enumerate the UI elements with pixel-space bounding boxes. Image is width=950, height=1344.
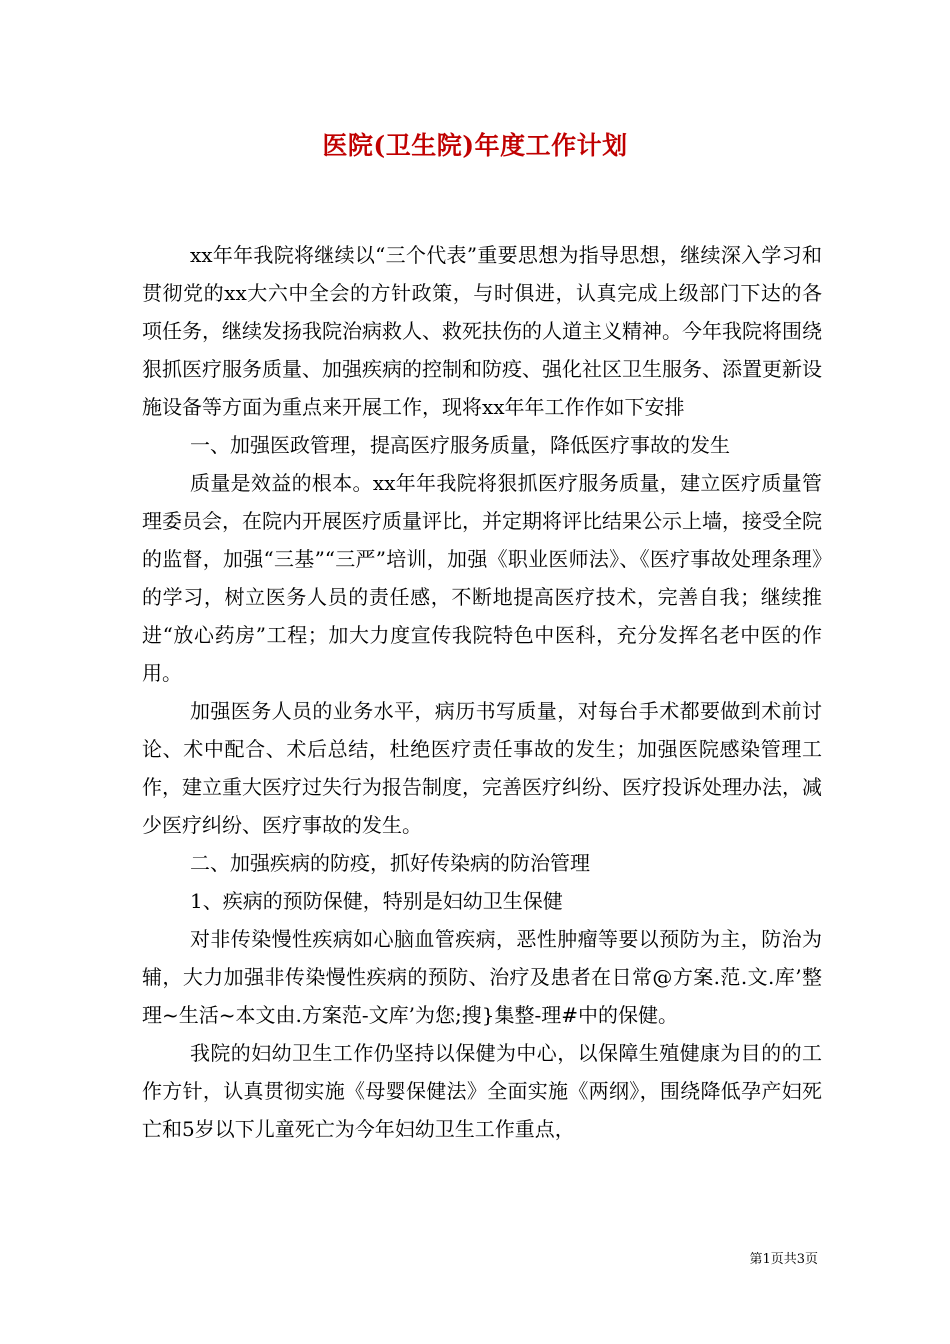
paragraph-staff: 加强医务人员的业务水平，病历书写质量，对每台手术都要做到术前讨论、术中配合、术后总结，杜绝医疗责任事故的发生；加强医院感染管理工作，建立重大医疗过失行为报告制度，完善医疗纠纷、医疗投诉处理办法，减少医疗纠纷、医疗事故的发生。 [142,699,822,837]
paragraph-quality: 质量是效益的根本。xx年年我院将狠抓医疗服务质量，建立医疗质量管理委员会，在院内开展医疗质量评比，并定期将评比结果公示上墙，接受全院的监督，加强“三基”“三严”培训，加强《职业医师法》、《医疗事故处理条理》的学习，树立医务人员的责任感，不断地提高医疗技术，完善自我；继续推进“放心药房”工程；加大力度宣传我院特色中医科，充分发挥名老中医的作用。 [142,471,822,685]
heading-subsection-1: 1、疾病的预防保健，特别是妇幼卫生保健 [190,889,563,913]
page-footer: 第1页共3页 [749,1252,818,1267]
paragraph-intro: xx年年我院将继续以“三个代表”重要思想为指导思想，继续深入学习和贯彻党的xx大六中全会的方针政策，与时俱进，认真完成上级部门下达的各项任务，继续发扬我院治病救人、救死扶伤的人道主义精神。今年我院将围绕狠抓医疗服务质量、加强疾病的控制和防疫、强化社区卫生服务、添置更新设施设备等方面为重点来开展工作，现将xx年年工作作如下安排 [142,243,822,419]
document-body [142,236,822,1148]
document-title: 医院(卫生院)年度工作计划 [322,131,628,160]
heading-section-1: 一、加强医政管理，提高医疗服务质量，降低医疗事故的发生 [190,433,730,457]
paragraph-maternal-child: 我院的妇幼卫生工作仍坚持以保健为中心，以保障生殖健康为目的的工作方针，认真贯彻实施《母婴保健法》全面实施《两纲》，围绕降低孕产妇死亡和5岁以下儿童死亡为今年妇幼卫生工作重点， [142,1041,822,1141]
heading-section-2: 二、加强疾病的防疫，抓好传染病的防治管理 [190,851,590,875]
paragraph-chronic-disease: 对非传染慢性疾病如心脑血管疾病，恶性肿瘤等要以预防为主，防治为辅，大力加强非传染慢性疾病的预防、治疗及患者在日常@方案.范.文.库’整理~生活~本文由.方案范-文库’为您;搜}集整-理#中的保健。 [142,927,822,1027]
